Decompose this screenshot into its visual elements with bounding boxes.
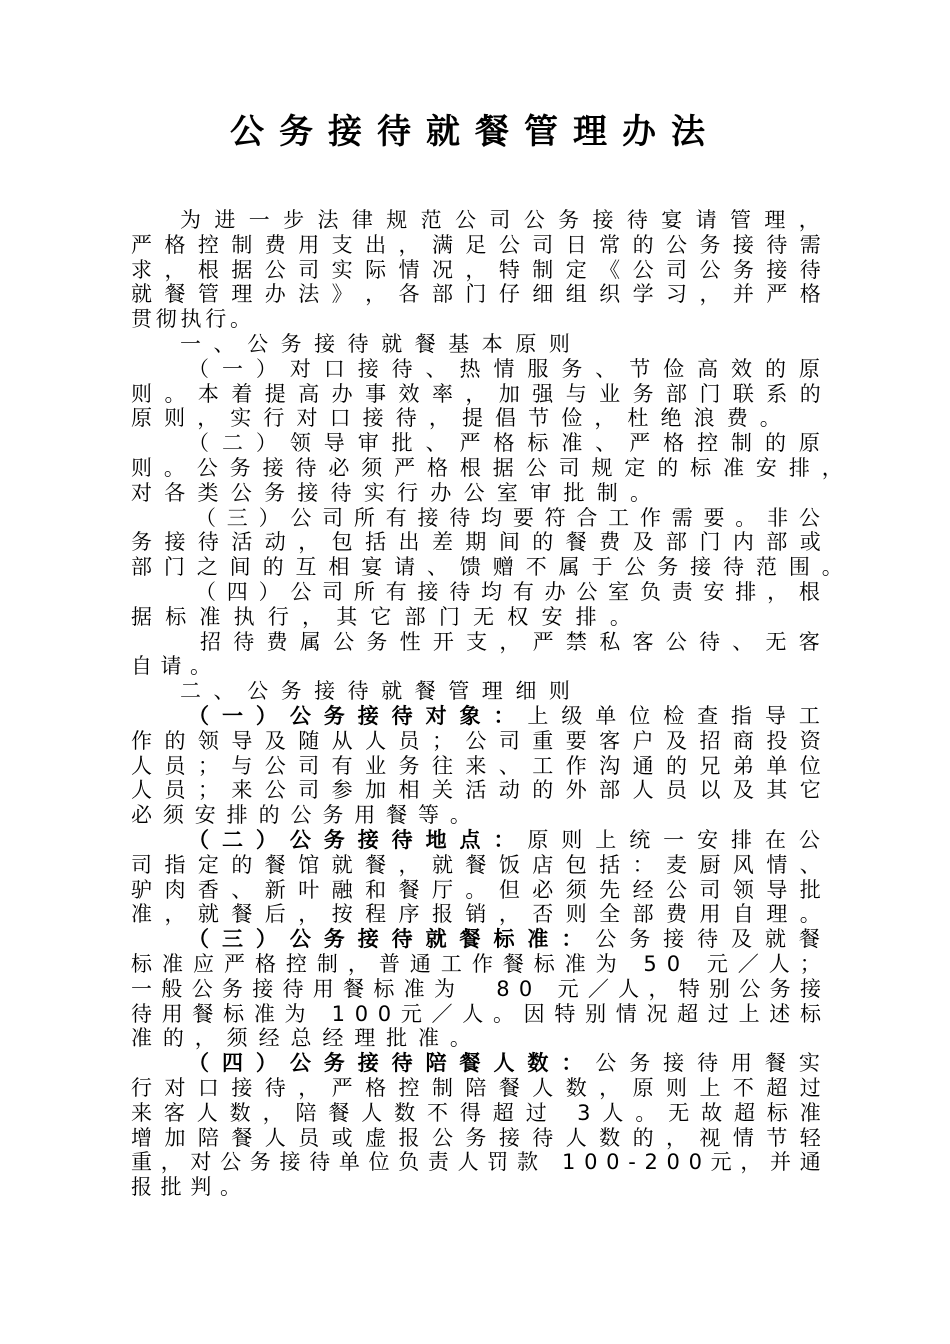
body-line: （ 二 ） 公 务 接 待 地 点 ： 原 则 上 统 一 安 排 在 公 — [188, 828, 820, 852]
body-line: （ 一 ） 公 务 接 待 对 象 ： 上 级 单 位 检 查 指 导 工 — [188, 704, 820, 728]
body-line: 就 餐 管 理 办 法 》 ， 各 部 门 仔 细 组 织 学 习 ， 并 严 格 — [131, 282, 821, 307]
body-line: （ 三 ） 公 司 所 有 接 待 均 要 符 合 工 作 需 要 。 非 公 — [195, 505, 820, 530]
document-title: 公务接待就餐管理办法 — [230, 112, 720, 152]
body-line: 二 、 公 务 接 待 就 餐 管 理 细 则 — [180, 679, 570, 704]
body-line: 作 的 领 导 及 随 从 人 员 ； 公 司 重 要 客 户 及 招 商 投 资 — [131, 728, 821, 753]
body-line: 行 对 口 接 待 ， 严 格 控 制 陪 餐 人 数 ， 原 则 上 不 超 过 — [131, 1076, 821, 1100]
body-line: 部 门 之 间 的 互 相 宴 请 、 馈 赠 不 属 于 公 务 接 待 范 围 。 — [131, 555, 843, 580]
body-line: 贯 彻 执 行 。 — [131, 307, 251, 332]
body-line: 必 须 安 排 的 公 务 用 餐 等 。 — [131, 803, 471, 828]
body-line: 务 接 待 活 动 ， 包 括 出 差 期 间 的 餐 费 及 部 门 内 部 或 — [131, 530, 821, 555]
body-line: 为 进 一 步 法 律 规 范 公 司 公 务 接 待 宴 请 管 理 ， — [180, 208, 820, 232]
body-line: （ 四 ） 公 务 接 待 陪 餐 人 数 ： 公 务 接 待 用 餐 实 — [188, 1051, 820, 1076]
body-line: 驴 肉 香 、 新 叶 融 和 餐 厅 。 但 必 须 先 经 公 司 领 导 批 — [131, 877, 821, 902]
body-line: （ 一 ） 对 口 接 待 、 热 情 服 务 、 节 俭 高 效 的 原 — [188, 356, 820, 381]
body-line: 司 指 定 的 餐 馆 就 餐 ， 就 餐 饭 店 包 括 ： 麦 厨 风 情 、 — [131, 852, 821, 877]
body-line: 原 则 ， 实 行 对 口 接 待 ， 提 倡 节 俭 ， 杜 绝 浪 费 。 — [131, 406, 781, 431]
body-line: 招 待 费 属 公 务 性 开 支 ， 严 禁 私 客 公 待 、 无 客 — [200, 629, 820, 654]
body-line: 一 、 公 务 接 待 就 餐 基 本 原 则 — [180, 332, 570, 356]
body-line: 待 用 餐 标 准 为 1 0 0 元 ／ 人 。 因 特 别 情 况 超 过 上 述 标 — [131, 1001, 821, 1026]
body-line: 对 各 类 公 务 接 待 实 行 办 公 室 审 批 制 。 — [131, 480, 651, 505]
body-line: （ 二 ） 领 导 审 批 、 严 格 标 准 、 严 格 控 制 的 原 — [188, 431, 820, 456]
body-line: 则 。 本 着 提 高 办 事 效 率 ， 加 强 与 业 务 部 门 联 系 的 — [131, 381, 821, 406]
body-line: 重 ， 对 公 务 接 待 单 位 负 责 人 罚 款 1 0 0 - 2 0 0 元 ， 并 通 — [131, 1150, 821, 1175]
body-line: 求 ， 根 据 公 司 实 际 情 况 ， 特 制 定 《 公 司 公 务 接 待 — [131, 257, 821, 282]
body-line: 则 。 公 务 接 待 必 须 严 格 根 据 公 司 规 定 的 标 准 安 排 ， — [131, 456, 843, 480]
body-line: （ 四 ） 公 司 所 有 接 待 均 有 办 公 室 负 责 安 排 ， 根 — [195, 580, 820, 604]
body-line: 报 批 判 。 — [131, 1175, 241, 1200]
body-line: 人 员 ； 与 公 司 有 业 务 往 来 、 工 作 沟 通 的 兄 弟 单 位 — [131, 753, 821, 778]
body-line: 严 格 控 制 费 用 支 出 ， 满 足 公 司 日 常 的 公 务 接 待 需 — [131, 232, 821, 257]
body-line: 准 的 ， 须 经 总 经 理 批 准 。 — [131, 1026, 471, 1051]
body-line: 来 客 人 数 ， 陪 餐 人 数 不 得 超 过 3 人 。 无 故 超 标 准 — [131, 1100, 821, 1125]
body-line: 据 标 准 执 行 ， 其 它 部 门 无 权 安 排 。 — [131, 604, 631, 629]
body-line: 标 准 应 严 格 控 制 ， 普 通 工 作 餐 标 准 为 5 0 元 ／ 人 ； — [131, 952, 821, 976]
body-line: 增 加 陪 餐 人 员 或 虚 报 公 务 接 待 人 数 的 ， 视 情 节 轻 — [131, 1125, 821, 1150]
body-line: 自 请 。 — [131, 654, 211, 679]
body-line: 准 ， 就 餐 后 ， 按 程 序 报 销 ， 否 则 全 部 费 用 自 理 。 — [131, 902, 821, 927]
body-line: 一 般 公 务 接 待 用 餐 标 准 为 8 0 元 ／ 人 ， 特 别 公 务 接 — [131, 976, 821, 1001]
body-line: 人 员 ； 来 公 司 参 加 相 关 活 动 的 外 部 人 员 以 及 其 它 — [131, 778, 821, 803]
body-line: （ 三 ） 公 务 接 待 就 餐 标 准 ： 公 务 接 待 及 就 餐 — [188, 927, 820, 952]
